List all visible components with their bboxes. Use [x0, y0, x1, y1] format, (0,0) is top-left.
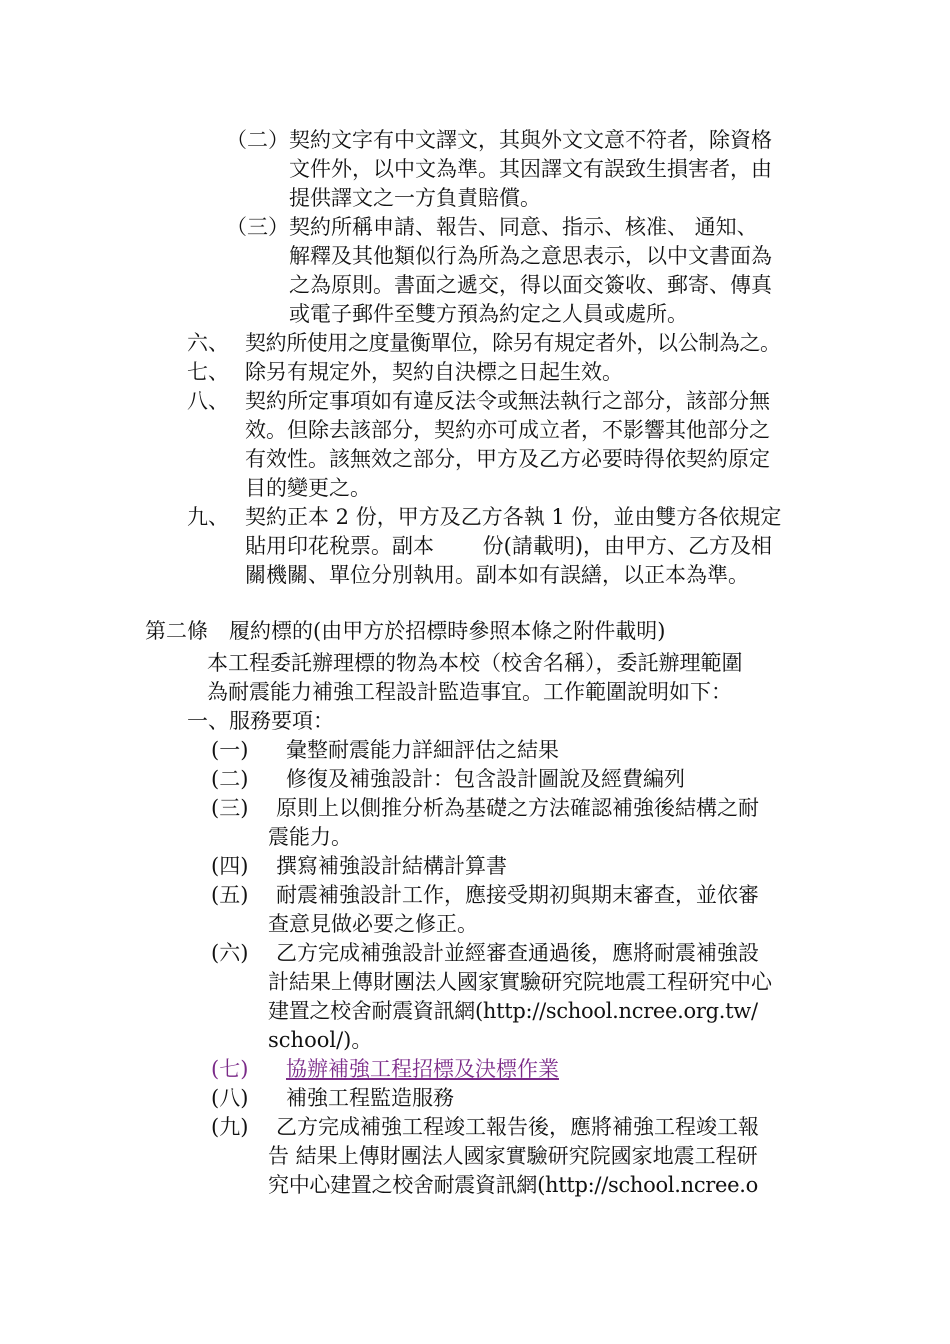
- item-6-line-1: 契約所使用之度量衡單位，除另有規定者外，以公制為之。: [245, 331, 781, 355]
- item-number-9: 九、: [187, 505, 229, 529]
- article-2-heading: 第二條 履約標的(由甲方於招標時參照本條之附件載明): [145, 619, 666, 643]
- item-2-line-3: 提供譯文之一方負責賠償。: [289, 186, 541, 210]
- item-9-line-1: 契約正本 2 份，甲方及乙方各執 1 份，並由雙方各依規定: [245, 505, 782, 529]
- item-3-line-4: 或電子郵件至雙方預為約定之人員或處所。: [289, 302, 688, 326]
- item-3-line-2: 解釋及其他類似行為所為之意思表示，以中文書面為: [289, 244, 772, 268]
- service-3-line-2: 震能力。: [268, 825, 352, 849]
- services-title: 一、服務要項：: [187, 709, 334, 733]
- item-number-7: 七、: [187, 360, 229, 384]
- item-number-2: （二）: [226, 128, 289, 152]
- service-6-line-1: 乙方完成補強設計並經審查通過後，應將耐震補強設: [276, 941, 759, 965]
- item-8-line-4: 目的變更之。: [245, 476, 371, 500]
- service-4-line-1: 撰寫補強設計結構計算書: [276, 854, 507, 878]
- item-7-line-1: 除另有規定外，契約自決標之日起生效。: [245, 360, 623, 384]
- item-2-line-2: 文件外，以中文為準。其因譯文有誤致生損害者，由: [289, 157, 772, 181]
- item-8-line-3: 有效性。該無效之部分，甲方及乙方必要時得依契約原定: [245, 447, 770, 471]
- service-number-9: (九): [211, 1115, 249, 1139]
- service-3-line-1: 原則上以側推分析為基礎之方法確認補強後結構之耐: [276, 796, 759, 820]
- item-9-line-3: 關機關、單位分別執用。副本如有誤繕，以正本為準。: [245, 563, 749, 587]
- service-number-7: (七): [211, 1057, 249, 1081]
- service-6-line-2: 計結果上傳財團法人國家實驗研究院地震工程研究中心: [268, 970, 772, 994]
- service-5-line-1: 耐震補強設計工作，應接受期初與期末審查，並依審: [276, 883, 759, 907]
- service-5-line-2: 查意見做必要之修正。: [268, 912, 478, 936]
- service-number-6: (六): [211, 941, 249, 965]
- service-7-link[interactable]: 協辦補強工程招標及決標作業: [286, 1057, 559, 1081]
- item-8-line-1: 契約所定事項如有違反法令或無法執行之部分，該部分無: [245, 389, 770, 413]
- service-number-4: (四): [211, 854, 249, 878]
- service-8-line-1: 補強工程監造服務: [286, 1086, 454, 1110]
- service-9-line-1: 乙方完成補強工程竣工報告後，應將補強工程竣工報: [276, 1115, 759, 1139]
- item-number-6: 六、: [187, 331, 229, 355]
- service-6-line-3: 建置之校舍耐震資訊網(http://school.ncree.org.tw/: [268, 999, 758, 1023]
- service-6-line-4: school/)。: [268, 1028, 373, 1052]
- item-2-line-1: 契約文字有中文譯文，其與外文文意不符者，除資格: [289, 128, 772, 152]
- item-number-3: （三）: [226, 215, 289, 239]
- service-number-1: (一): [211, 738, 249, 762]
- item-8-line-2: 效。但除去該部分，契約亦可成立者，不影響其他部分之: [245, 418, 770, 442]
- item-9-line-2: 貼用印花稅票。副本 份(請載明)，由甲方、乙方及相: [245, 534, 773, 558]
- service-1-line-1: 彙整耐震能力詳細評估之結果: [286, 738, 559, 762]
- service-number-3: (三): [211, 796, 249, 820]
- service-9-line-3: 究中心建置之校舍耐震資訊網(http://school.ncree.o: [268, 1173, 759, 1197]
- item-number-8: 八、: [187, 389, 229, 413]
- item-3-line-3: 之為原則。書面之遞交，得以面交簽收、郵寄、傳真: [289, 273, 772, 297]
- service-number-8: (八): [211, 1086, 249, 1110]
- service-2-line-1: 修復及補強設計：包含設計圖說及經費編列: [286, 767, 685, 791]
- service-number-2: (二): [211, 767, 249, 791]
- service-number-5: (五): [211, 883, 249, 907]
- service-9-line-2: 告 結果上傳財團法人國家實驗研究院國家地震工程研: [268, 1144, 758, 1168]
- item-3-line-1: 契約所稱申請、報告、同意、指示、核准、 通知、: [289, 215, 758, 239]
- article-2-intro-line-2: 為耐震能力補強工程設計監造事宜。工作範圍說明如下：: [207, 680, 732, 704]
- article-2-intro-line-1: 本工程委託辦理標的物為本校（校舍名稱），委託辦理範圍: [207, 651, 743, 675]
